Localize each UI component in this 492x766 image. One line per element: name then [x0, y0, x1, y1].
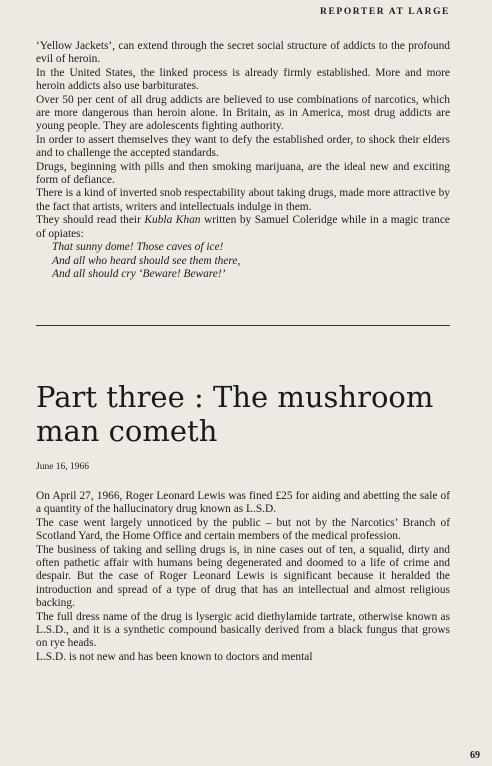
paragraph: In the United States, the linked process is already firmly established. More and more heroin addicts also use barbiturates. [36, 66, 450, 93]
article-top-text [36, 40, 450, 281]
paragraph: In order to assert themselves they want to defy the established order, to shock their elders and to challenge the accepted standards. [36, 133, 450, 160]
verse-quote [36, 241, 450, 281]
verse-line: And all should cry ‘Beware! Beware!’ [52, 267, 226, 280]
page-number: 69 [470, 750, 480, 761]
coleridge-before: They should read their [36, 214, 145, 227]
verse-line: And all who heard should see them there, [52, 254, 241, 267]
section-divider [36, 325, 450, 326]
paragraph: L.S.D. is not new and has been known to doctors and mental [36, 650, 313, 663]
paragraph: There is a kind of inverted snob respectability about taking drugs, made more attractive by the fact that artists, writers and intellectuals indulge in them. [36, 187, 450, 213]
verse-line: That sunny dome! Those caves of ice! [52, 241, 224, 254]
paragraph: ‘Yellow Jackets’, can extend through the secret social structure of addicts to the profound evil of heroin. [36, 40, 450, 66]
dateline: June 16, 1966 [36, 462, 90, 472]
poem-title: Kubla Khan [144, 214, 201, 227]
paragraph: Drugs, beginning with pills and then smoking marijuana, are the ideal new and exciting form of defiance. [36, 160, 450, 187]
paragraph: On April 27, 1966, Roger Leonard Lewis was fined £25 for aiding and abetting the sale of a quantity of the hallucinatory drug known as L.S.D. [36, 490, 450, 516]
paragraph: The full dress name of the drug is lysergic acid diethylamide tartrate, otherwise known as L.S.D., and it is a synthetic compound basically derived from a black fungus that grows on rye heads. [36, 610, 450, 650]
running-head: REPORTER AT LARGE [320, 7, 450, 17]
paragraph: The case went largely unnoticed by the public – but not by the Narcotics’ Branch of Scotland Yard, the Home Office and certain members of the medical profession. [36, 516, 450, 543]
article-bottom-text [36, 490, 450, 664]
coleridge-after: written by Samuel Coleridge while in a magic trance of opiates: [36, 214, 450, 240]
coleridge-paragraph [36, 214, 450, 241]
paragraph: The business of taking and selling drugs is, in nine cases out of ten, a squalid, dirty and often pathetic affair with humans being degenerated and doomed to a life of crime and despair. But the case of Roger Leonard Lewis is significant because it heralded the introduction and spread of a type of drug that has an intellectual and almost religious backing. [36, 543, 450, 610]
paragraph: Over 50 per cent of all drug addicts are believed to use combinations of narcotics, which are more dangerous than heroin alone. In Britain, as in America, most drug addicts are young people. They are adolescents fighting authority. [36, 93, 450, 133]
part-title: Part three : The mushroom man cometh [36, 380, 434, 448]
